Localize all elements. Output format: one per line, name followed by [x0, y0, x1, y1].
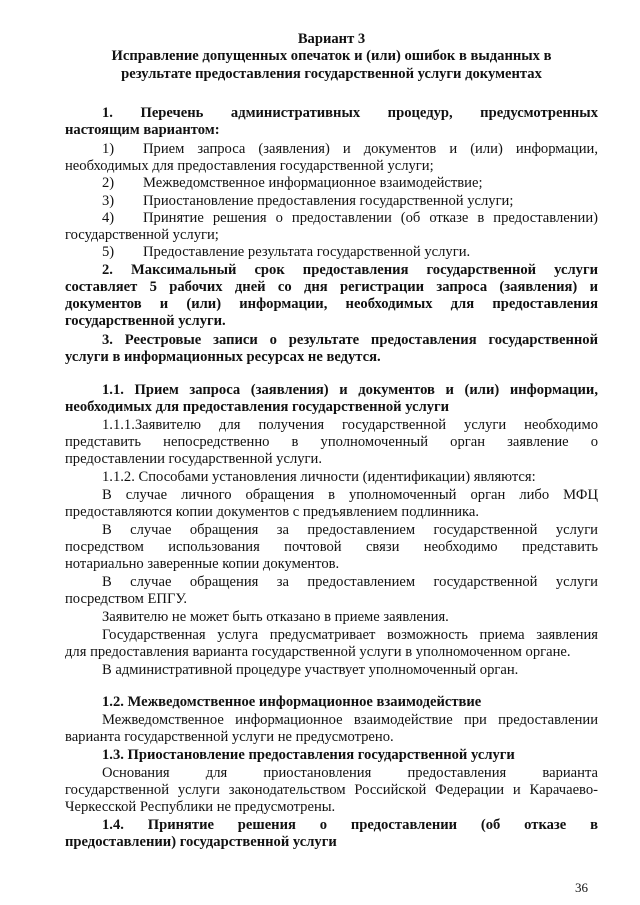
list-item-number: 2) — [102, 175, 115, 191]
s12-paragraph-line: Межведомственное информационное взаимодействие при предоставлении — [102, 712, 598, 728]
s14-heading-line-2: предоставлении) государственной услуги — [65, 834, 337, 850]
s12-heading: 1.2. Межведомственное информационное взаимодействие — [102, 694, 482, 710]
list-item-text: Приостановление предоставления государственной услуги; — [143, 193, 514, 209]
s13-heading: 1.3. Приостановление предоставления государственной услуги — [102, 747, 515, 763]
list-item-number: 1) — [102, 141, 115, 157]
s12-paragraph-line: варианта государственной услуги не предусмотрено. — [65, 729, 394, 745]
s11-paragraph-line: Заявителю не может быть отказано в приеме заявления. — [102, 609, 449, 625]
list-item-text: Межведомственное информационное взаимодействие; — [143, 175, 483, 191]
s13-paragraph-line: государственной услуги законодательством Российской Федерации и Карачаево- — [65, 782, 598, 798]
list-heading-line-1: 1. Перечень административных процедур, предусмотренных — [102, 105, 598, 121]
s11-paragraph-line: В случае обращения за предоставлением государственной услуги — [102, 522, 598, 538]
list-item-text: Предоставление результата государственной услуги. — [143, 244, 471, 260]
s11-paragraph-line: предоставлении государственной услуги. — [65, 451, 322, 467]
s11-paragraph-line: Государственная услуга предусматривает возможность приема заявления — [102, 627, 598, 643]
s11-paragraph-line: В случае личного обращения в уполномоченный орган либо МФЦ — [102, 487, 598, 503]
title-line-2: результате предоставления государственной услуги документах — [121, 66, 542, 82]
s11-paragraph-line: посредством использования почтовой связи необходимо представить — [65, 539, 598, 555]
s13-paragraph-line: Основания для приостановления предоставления варианта — [102, 765, 598, 781]
list-item-number: 4) — [102, 210, 115, 226]
s11-paragraph-line: В случае обращения за предоставлением государственной услуги — [102, 574, 598, 590]
variant-heading: Вариант 3 — [297, 31, 366, 47]
page-number: 36 — [575, 880, 588, 895]
list-item-text: необходимых для предоставления государственной услуги; — [65, 158, 434, 174]
point2-line-4: государственной услуги. — [65, 313, 226, 329]
s11-heading-line-2: необходимых для предоставления государственной услуги — [65, 399, 450, 415]
s11-paragraph-line: для предоставления варианта государственной услуги в уполномоченном органе. — [65, 644, 571, 660]
s11-paragraph-line: В административной процедуре участвует уполномоченный орган. — [102, 662, 519, 678]
point2-line-1: 2. Максимальный срок предоставления государственной услуги — [102, 262, 598, 278]
s11-heading-line-1: 1.1. Прием запроса (заявления) и документов и (или) информации, — [102, 382, 598, 398]
list-item-number: 5) — [102, 244, 115, 260]
s14-heading-line-1: 1.4. Принятие решения о предоставлении (об отказе в — [102, 817, 598, 833]
s13-paragraph-line: Черкесской Республики не предусмотрены. — [65, 799, 336, 815]
point3-line-2: услуги в информационных ресурсах не ведутся. — [65, 349, 381, 365]
list-item-number: 3) — [102, 193, 115, 209]
point3-line-1: 3. Реестровые записи о результате предоставления государственной — [102, 332, 598, 348]
point2-line-2: составляет 5 рабочих дней со дня регистрации запроса (заявления) и — [65, 279, 598, 295]
list-item-text: Принятие решения о предоставлении (об отказе в предоставлении) — [143, 210, 598, 226]
s11-paragraph-line: предоставляются копии документов с предъявлением подлинника. — [65, 504, 480, 520]
s11-paragraph-line: 1.1.2. Способами установления личности (идентификации) являются: — [102, 469, 536, 485]
s11-paragraph-line: 1.1.1.Заявителю для получения государственной услуги необходимо — [102, 417, 598, 433]
s11-paragraph-line: нотариально заверенные копии документов. — [65, 556, 340, 572]
title-line-1: Исправление допущенных опечаток и (или) ошибок в выданных в — [111, 48, 552, 64]
s11-paragraph-line: посредством ЕПГУ. — [65, 591, 187, 607]
list-item-text: государственной услуги; — [65, 227, 219, 243]
list-heading-line-2: настоящим вариантом: — [65, 122, 220, 138]
list-item-text: Прием запроса (заявления) и документов и (или) информации, — [143, 141, 598, 157]
point2-line-3: документов и (или) информации, необходимых для предоставления — [65, 296, 598, 312]
s11-paragraph-line: представить непосредственно в уполномоченный орган заявление о — [65, 434, 598, 450]
